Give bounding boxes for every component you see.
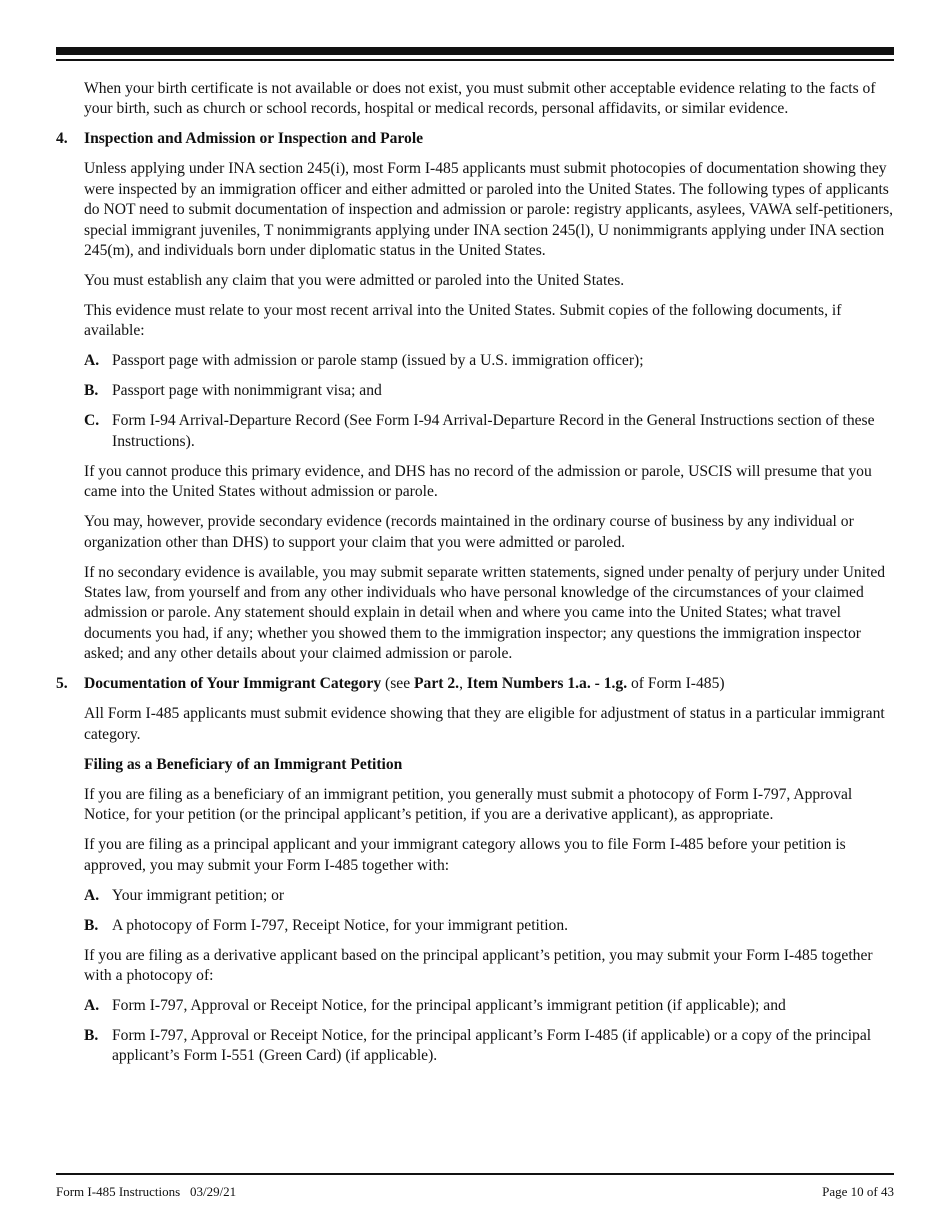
list-item-letter: A. (84, 886, 100, 904)
list-item-text: Form I-94 Arrival-Departure Record (See Form I-94 Arrival-Departure Record in the General Instructions section of these Instructions). (112, 412, 875, 450)
section-5-paragraph-4: If you are filing as a derivative applicant based on the principal applicant’s petition, you may submit your Form I-485 together with a photocopy of: (84, 946, 873, 984)
list-item-text: Your immigrant petition; or (112, 886, 285, 904)
section-4-paragraph-5: You may, however, provide secondary evidence (records maintained in the ordinary course of business by any individual or organization other than DHS) to support your claim that you were admitted or paroled. (84, 513, 854, 551)
list-item (84, 996, 894, 1016)
list-item-letter: B. (84, 1026, 99, 1044)
section-4-heading (56, 129, 894, 149)
list-item-letter: C. (84, 412, 100, 430)
list-item (84, 351, 894, 371)
section-5-paragraph-1: All Form I-485 applicants must submit evidence showing that they are eligible for adjustment of status in a particular immigrant category. (84, 705, 885, 743)
section-5-number: 5. (56, 675, 68, 693)
section-5-ref-part: Part 2. (414, 675, 460, 693)
section-5-title-line (84, 674, 894, 694)
section-4-paragraph-3: This evidence must relate to your most recent arrival into the United States. Submit copies of the following documents, if available: (84, 302, 842, 340)
section-4-paragraph-6: If no secondary evidence is available, you may submit separate written statements, signed under penalty of perjury under United States law, from yourself and from any other individuals who have personal knowledge of the circumstances of your claimed admission or parole. Any statement should explain in detail when and where you came into the United States; what travel documents you had, if any; whether you showed them to the immigration inspector; any questions the immigration inspector asked; and any other details about your claimed admission or parole. (84, 563, 886, 663)
list-item-letter: B. (84, 382, 99, 400)
list-item-letter: A. (84, 996, 100, 1014)
list-item (84, 381, 894, 401)
section-4-title: Inspection and Admission or Inspection and Parole (84, 130, 424, 148)
footer-form-label: Form I-485 Instructions 03/29/21 (56, 1184, 237, 1199)
section-4-paragraph-2: You must establish any claim that you were admitted or paroled into the United States. (84, 272, 625, 290)
list-item (84, 411, 894, 452)
section-5-ref-open: (see (381, 675, 415, 693)
list-item-text: A photocopy of Form I-797, Receipt Notice, for your immigrant petition. (112, 916, 569, 934)
list-item (84, 1026, 894, 1067)
footer-page-number: Page 10 of 43 (822, 1184, 894, 1199)
header-rule-thin (56, 59, 894, 61)
section-5-heading (56, 674, 894, 694)
section-5-paragraph-3: If you are filing as a principal applicant and your immigrant category allows you to file Form I-485 before your petition is approved, you may submit your Form I-485 together with: (84, 836, 846, 874)
section-4-number: 4. (56, 130, 68, 148)
section-5-subheading: Filing as a Beneficiary of an Immigrant Petition (84, 755, 403, 773)
list-item-text: Form I-797, Approval or Receipt Notice, for the principal applicant’s immigrant petition (if applicable); and (112, 996, 786, 1014)
list-item (84, 886, 894, 906)
page-content (56, 79, 894, 1076)
section-5-ref-close: of Form I-485) (627, 675, 725, 693)
list-item-text: Form I-797, Approval or Receipt Notice, for the principal applicant’s Form I-485 (if applicable) or a copy of the principal applicant’s Form I-551 (Green Card) (if applicable). (112, 1026, 872, 1065)
list-item (84, 916, 894, 936)
header-rule-thick (56, 47, 894, 55)
section-4-paragraph-4: If you cannot produce this primary evidence, and DHS has no record of the admission or parole, USCIS will presume that you came into the United States without admission or parole. (84, 462, 872, 501)
list-item-letter: B. (84, 916, 99, 934)
section-5-ref-comma: , (459, 675, 467, 693)
list-item-text: Passport page with nonimmigrant visa; and (112, 382, 382, 400)
list-item-letter: A. (84, 352, 100, 370)
section-4-paragraph-1: Unless applying under INA section 245(i), most Form I-485 applicants must submit photocopies of documentation showing they were inspected by an immigration officer and either admitted or paroled into the United States. The following types of applicants do NOT need to submit documentation of inspection and admission or parole: registry applicants, asylees, VAWA self-petitioners, special immigrant juveniles, T nonimmigrants applying under INA section 245(l), U nonimmigrants applying under INA section 245(m), and individuals born under diplomatic status in the United States. (84, 160, 894, 260)
section-5-title: Documentation of Your Immigrant Category (84, 675, 382, 693)
footer-rule (56, 1173, 894, 1175)
intro-paragraph: When your birth certificate is not available or does not exist, you must submit other acceptable evidence relating to the facts of your birth, such as church or school records, hospital or medical records, personal affidavits, or similar evidence. (84, 80, 876, 118)
section-5-paragraph-2: If you are filing as a beneficiary of an immigrant petition, you generally must submit a photocopy of Form I-797, Approval Notice, for your petition (or the principal applicant’s petition, if you are a derivative applicant), as appropriate. (84, 785, 853, 824)
section-5-ref-items: Item Numbers 1.a. - 1.g. (466, 675, 628, 693)
list-item-text: Passport page with admission or parole stamp (issued by a U.S. immigration officer); (112, 352, 644, 370)
